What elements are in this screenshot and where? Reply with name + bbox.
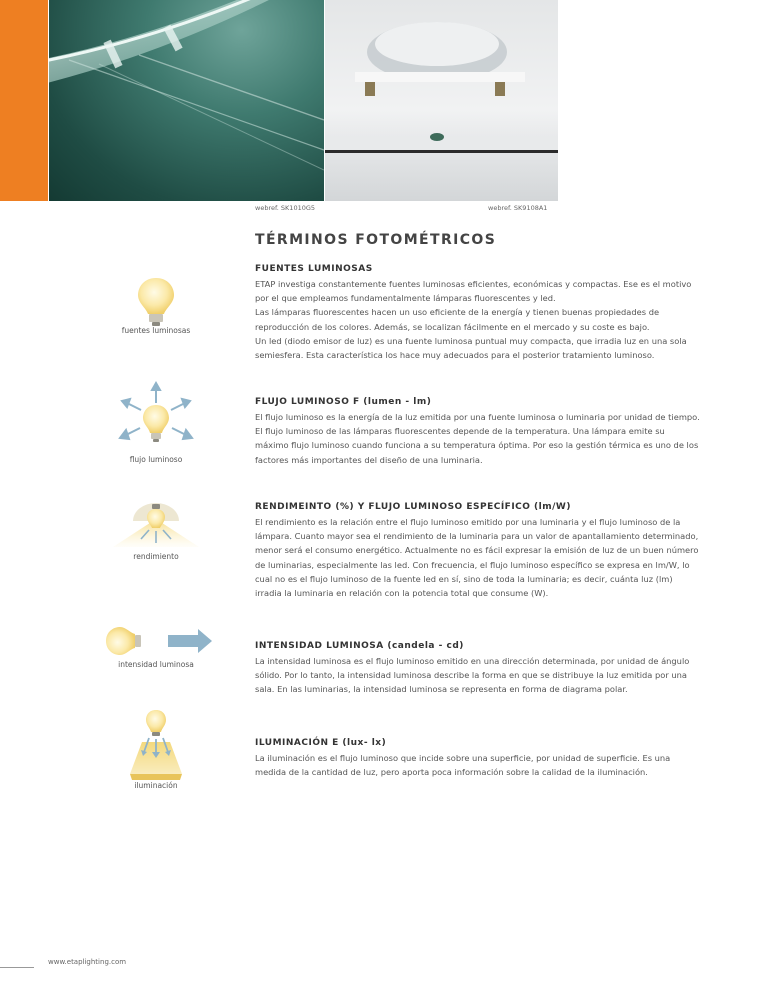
section-rendimiento: [255, 502, 700, 600]
section-heading: INTENSIDAD LUMINOSA (candela - cd): [255, 641, 464, 651]
section-intensidad-luminosa: [255, 641, 700, 697]
page-title: TÉRMINOS FOTOMÉTRICOS: [255, 232, 497, 248]
icon-label-fuentes: fuentes luminosas: [121, 326, 191, 335]
icon-label-flujo: flujo luminoso: [129, 455, 183, 464]
section-flujo-luminoso: [255, 397, 700, 467]
paragraph: El flujo luminoso es la energía de la luz emitida por una fuente luminosa o luminaria por unidad de tiempo. El flujo luminoso de las lámparas fluorescentes depende de la temperatura. Una lámpara emite su máximo flujo luminoso cuando funciona a su temperatura óptima. Por eso la gestión térmica es uno de los factores más importantes del diseño de una luminaria.: [255, 412, 700, 465]
paragraph: Las lámparas fluorescentes hacen un uso eficiente de la energía y tienen buenas propiedades de reproducción de los colores. Además, se localizan fácilmente en el mercado y su coste es bajo.: [255, 307, 660, 332]
section-iluminacion: [255, 738, 700, 779]
section-fuentes-luminosas: [255, 264, 700, 362]
icon-label-intensidad: intensidad luminosa: [118, 660, 194, 669]
footer-url[interactable]: www.etaplighting.com: [48, 958, 127, 966]
photo-caption-left: webref. SK1010G5: [255, 204, 316, 212]
luminous-flux-icon: [118, 383, 194, 459]
paragraph: La iluminación es el flujo luminoso que incide sobre una superficie, por unidad de superficie. Es una medida de la cantidad de luz, pero aporta poca información sobre la calidad de la iluminación.: [255, 753, 671, 778]
paragraph: Un led (diodo emisor de luz) es una fuente luminosa puntual muy compacta, que irradia luz en una sola semiesfera. Esta característica los hace muy adecuados para el posterior tratamiento luminoso.: [255, 335, 687, 361]
paragraph: El rendimiento es la relación entre el flujo luminoso emitido por una luminaria y el flujo luminoso de la lámpara. Cuanto mayor sea el rendimiento de la luminaria para un valor de apantallamiento determinado, menor será el consumo energético. Actualmente no es fácil expresar la emisión de luz de un buen número de luminarias, especialmente las led. Con frecuencia, el flujo luminoso específico se expresa en lm/W, lo cual no es el flujo luminoso de la fuente led en sí, sino de toda la luminaria; es decir, cuánta luz (lm) irradia la luminaria en relación con la potencia total que consume (W).: [255, 517, 699, 599]
orange-page-tab: [0, 0, 48, 201]
icon-label-iluminacion: iluminación: [134, 781, 178, 790]
section-heading: ILUMINACIÓN E (lux- lx): [255, 738, 387, 748]
product-photo-sk9108a1: [325, 0, 558, 201]
luminous-intensity-icon: [108, 625, 212, 657]
product-photo-sk1010g5: [49, 0, 324, 201]
section-heading: FLUJO LUMINOSO F (lumen - lm): [255, 397, 432, 407]
section-heading: RENDIMEINTO (%) Y FLUJO LUMINOSO ESPECÍFICO (lm/W): [255, 502, 571, 512]
paragraph: ETAP investiga constantemente fuentes luminosas eficientes, económicas y compactas. Ese es el motivo por el que empleamos fundamentalmente lámparas fluorescentes y led.: [255, 279, 692, 304]
icon-label-rendimiento: rendimiento: [133, 552, 179, 561]
footer-divider: [0, 967, 34, 968]
paragraph: La intensidad luminosa es el flujo luminoso emitido en una dirección determinada, por unidad de ángulo sólido. Por lo tanto, la intensidad luminosa describe la forma en que se distribuye la luz emitida por una sala. En las luminarias, la intensidad luminosa se representa en forma de diagrama polar.: [255, 656, 690, 695]
light-bulb-icon: [136, 276, 176, 328]
illuminance-icon: [126, 708, 186, 784]
photo-caption-right: webref. SK9108A1: [488, 204, 548, 212]
section-heading: FUENTES LUMINOSAS: [255, 264, 373, 274]
efficiency-icon: [113, 501, 199, 553]
